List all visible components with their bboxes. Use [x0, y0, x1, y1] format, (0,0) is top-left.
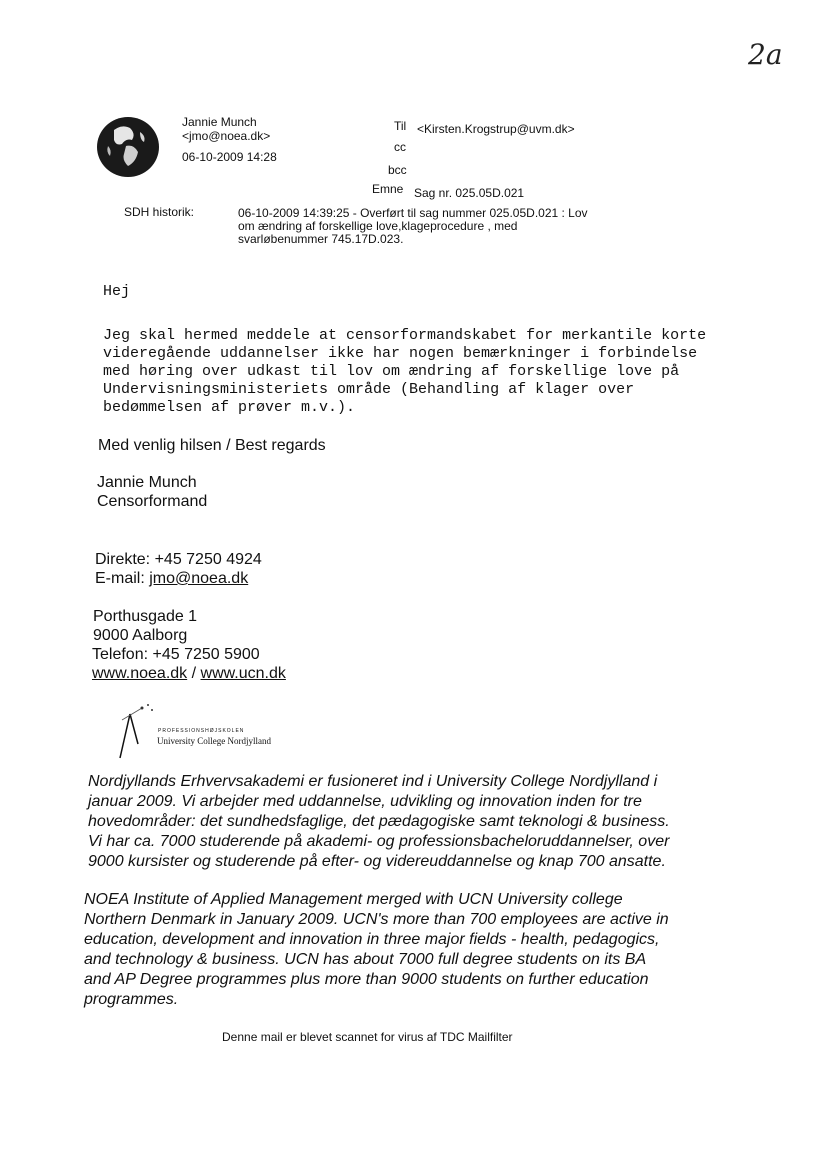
info-line: Nordjyllands Erhvervsakademi er fusioneret ind i University College Nordjylland i	[88, 773, 658, 790]
info-line: 9000 kursister og studerende på efter- og videreuddannelse og knap 700 ansatte.	[88, 853, 666, 870]
office-phone: Telefon: +45 7250 5900	[92, 646, 260, 663]
history-line: 06-10-2009 14:39:25 - Overført til sag nummer 025.05D.021 : Lov	[238, 206, 588, 220]
closing: Med venlig hilsen / Best regards	[98, 437, 326, 454]
subject-value: Sag nr. 025.05D.021	[414, 186, 525, 200]
info-english	[84, 890, 669, 1010]
paragraph-line: med høring over udkast til lov om ændring af forskellige love på	[103, 363, 680, 380]
info-line: and AP Degree programmes plus more than 9000 students on further education	[84, 971, 649, 988]
address-city: 9000 Aalborg	[93, 627, 188, 644]
email-prefix: E-mail:	[95, 570, 150, 587]
link-ucn[interactable]: www.ucn.dk	[200, 665, 286, 682]
link-separator: /	[187, 665, 201, 682]
paragraph-line: Jeg skal hermed meddele at censorformandskabet for merkantile korte	[103, 327, 707, 344]
info-line: education, development and innovation in three major fields - health, pedagogics,	[84, 931, 660, 948]
history-line: om ændring af forskellige love,klageprocedure , med	[238, 219, 518, 233]
info-line: Vi har ca. 7000 studerende på akademi- og professionsbacheloruddannelser, over	[88, 833, 670, 850]
info-line: januar 2009. Vi arbejder med uddannelse, udvikling og innovation inden for tre	[88, 793, 642, 810]
logo-name: University College Nordjylland	[157, 736, 271, 746]
info-line: Northern Denmark in January 2009. UCN's more than 700 employees are active in	[84, 911, 669, 928]
direct-phone: Direkte: +45 7250 4924	[95, 551, 262, 568]
virus-scan-footer: Denne mail er blevet scannet for virus af TDC Mailfilter	[222, 1030, 513, 1044]
sender-name: Jannie Munch	[182, 115, 257, 129]
info-line: and technology & business. UCN has about 7000 full degree students on its BA	[84, 951, 647, 968]
history-text	[238, 207, 588, 246]
paragraph-line: Undervisningsministeriets område (Behandling af klager over	[103, 381, 635, 398]
to-value[interactable]: <Kirsten.Krogstrup@uvm.dk>	[417, 122, 575, 136]
history-label: SDH historik:	[124, 205, 195, 219]
address-street: Porthusgade 1	[93, 608, 198, 625]
handwritten-annotation: 2a	[748, 38, 783, 71]
paragraph-line: videregående uddannelser ikke har nogen bemærkninger i forbindelse	[103, 345, 698, 362]
signature-name: Jannie Munch	[97, 474, 197, 491]
greeting: Hej	[103, 283, 131, 300]
email-link[interactable]: jmo@noea.dk	[149, 570, 249, 587]
message-paragraph	[103, 327, 706, 417]
info-danish	[88, 772, 670, 872]
subject-label: Emne	[372, 182, 404, 196]
website-links	[92, 665, 286, 683]
info-line: NOEA Institute of Applied Management merged with UCN University college	[84, 891, 623, 908]
ucn-logo-mark	[112, 700, 162, 762]
signature-title: Censorformand	[97, 493, 208, 510]
sent-timestamp: 06-10-2009 14:28	[182, 150, 277, 164]
bcc-label: bcc	[388, 163, 407, 177]
logo-small-text: PROFESSIONSHØJSKOLEN	[158, 728, 245, 734]
sender-email[interactable]: <jmo@noea.dk>	[182, 129, 271, 143]
avatar	[96, 116, 160, 178]
history-line: svarløbenummer 745.17D.023.	[238, 232, 404, 246]
email-line	[95, 570, 248, 588]
cc-label: cc	[394, 140, 406, 154]
paragraph-line: bedømmelsen af prøver m.v.).	[103, 399, 356, 416]
info-line: hovedområder: det sundhedsfaglige, det pædagogiske samt teknologi & business.	[88, 813, 670, 830]
info-line: programmes.	[84, 991, 179, 1008]
to-label: Til	[394, 119, 407, 133]
link-noea[interactable]: www.noea.dk	[92, 665, 188, 682]
